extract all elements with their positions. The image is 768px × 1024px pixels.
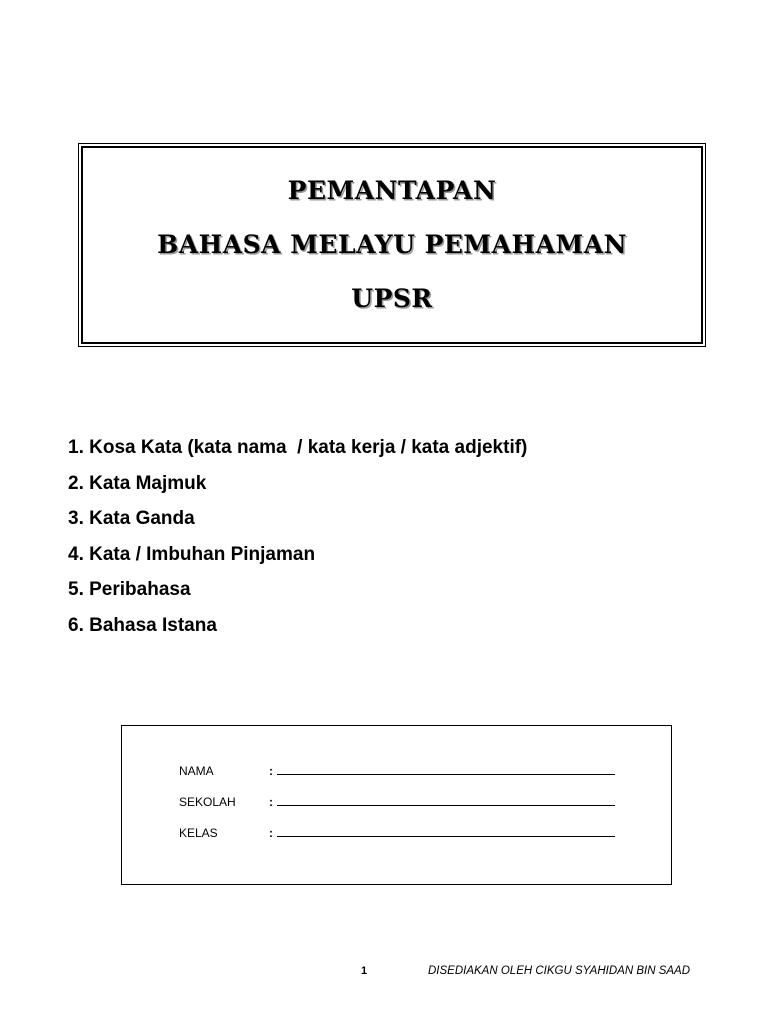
nama-label: NAMA — [179, 764, 214, 778]
title-box-inner — [81, 146, 703, 344]
title-box — [78, 143, 706, 347]
nama-field[interactable] — [277, 762, 615, 775]
sekolah-field[interactable] — [277, 793, 615, 806]
topic-item-kosa-kata: 1. Kosa Kata (kata nama / kata kerja / kata adjektif) — [68, 437, 528, 458]
sekolah-label: SEKOLAH — [179, 795, 236, 809]
kelas-field[interactable] — [277, 824, 615, 837]
info-row-kelas — [179, 823, 615, 843]
info-row-nama — [179, 761, 615, 781]
title-line-2: BAHASA MELAYU PEMAHAMAN — [157, 230, 627, 259]
nama-colon: : — [269, 764, 273, 778]
kelas-colon: : — [269, 826, 273, 840]
topic-item-peribahasa: 5. Peribahasa — [68, 579, 191, 601]
topic-item-bahasa-istana: 6. Bahasa Istana — [68, 614, 217, 636]
topic-list — [68, 434, 527, 648]
title-line-3: UPSR — [351, 284, 433, 313]
topic-item-kata-ganda: 3. Kata Ganda — [68, 508, 195, 530]
info-row-sekolah — [179, 792, 615, 812]
title-line-1: PEMANTAPAN — [287, 176, 497, 205]
sekolah-colon: : — [269, 795, 273, 809]
topic-item-kata-pinjaman: 4. Kata / Imbuhan Pinjaman — [68, 543, 316, 565]
student-info-box — [121, 725, 672, 885]
page-number: 1 — [361, 965, 368, 977]
footer-credit: DISEDIAKAN OLEH CIKGU SYAHIDAN BIN SAAD — [428, 965, 691, 977]
kelas-label: KELAS — [179, 826, 218, 840]
topic-item-kata-majmuk: 2. Kata Majmuk — [68, 472, 207, 494]
